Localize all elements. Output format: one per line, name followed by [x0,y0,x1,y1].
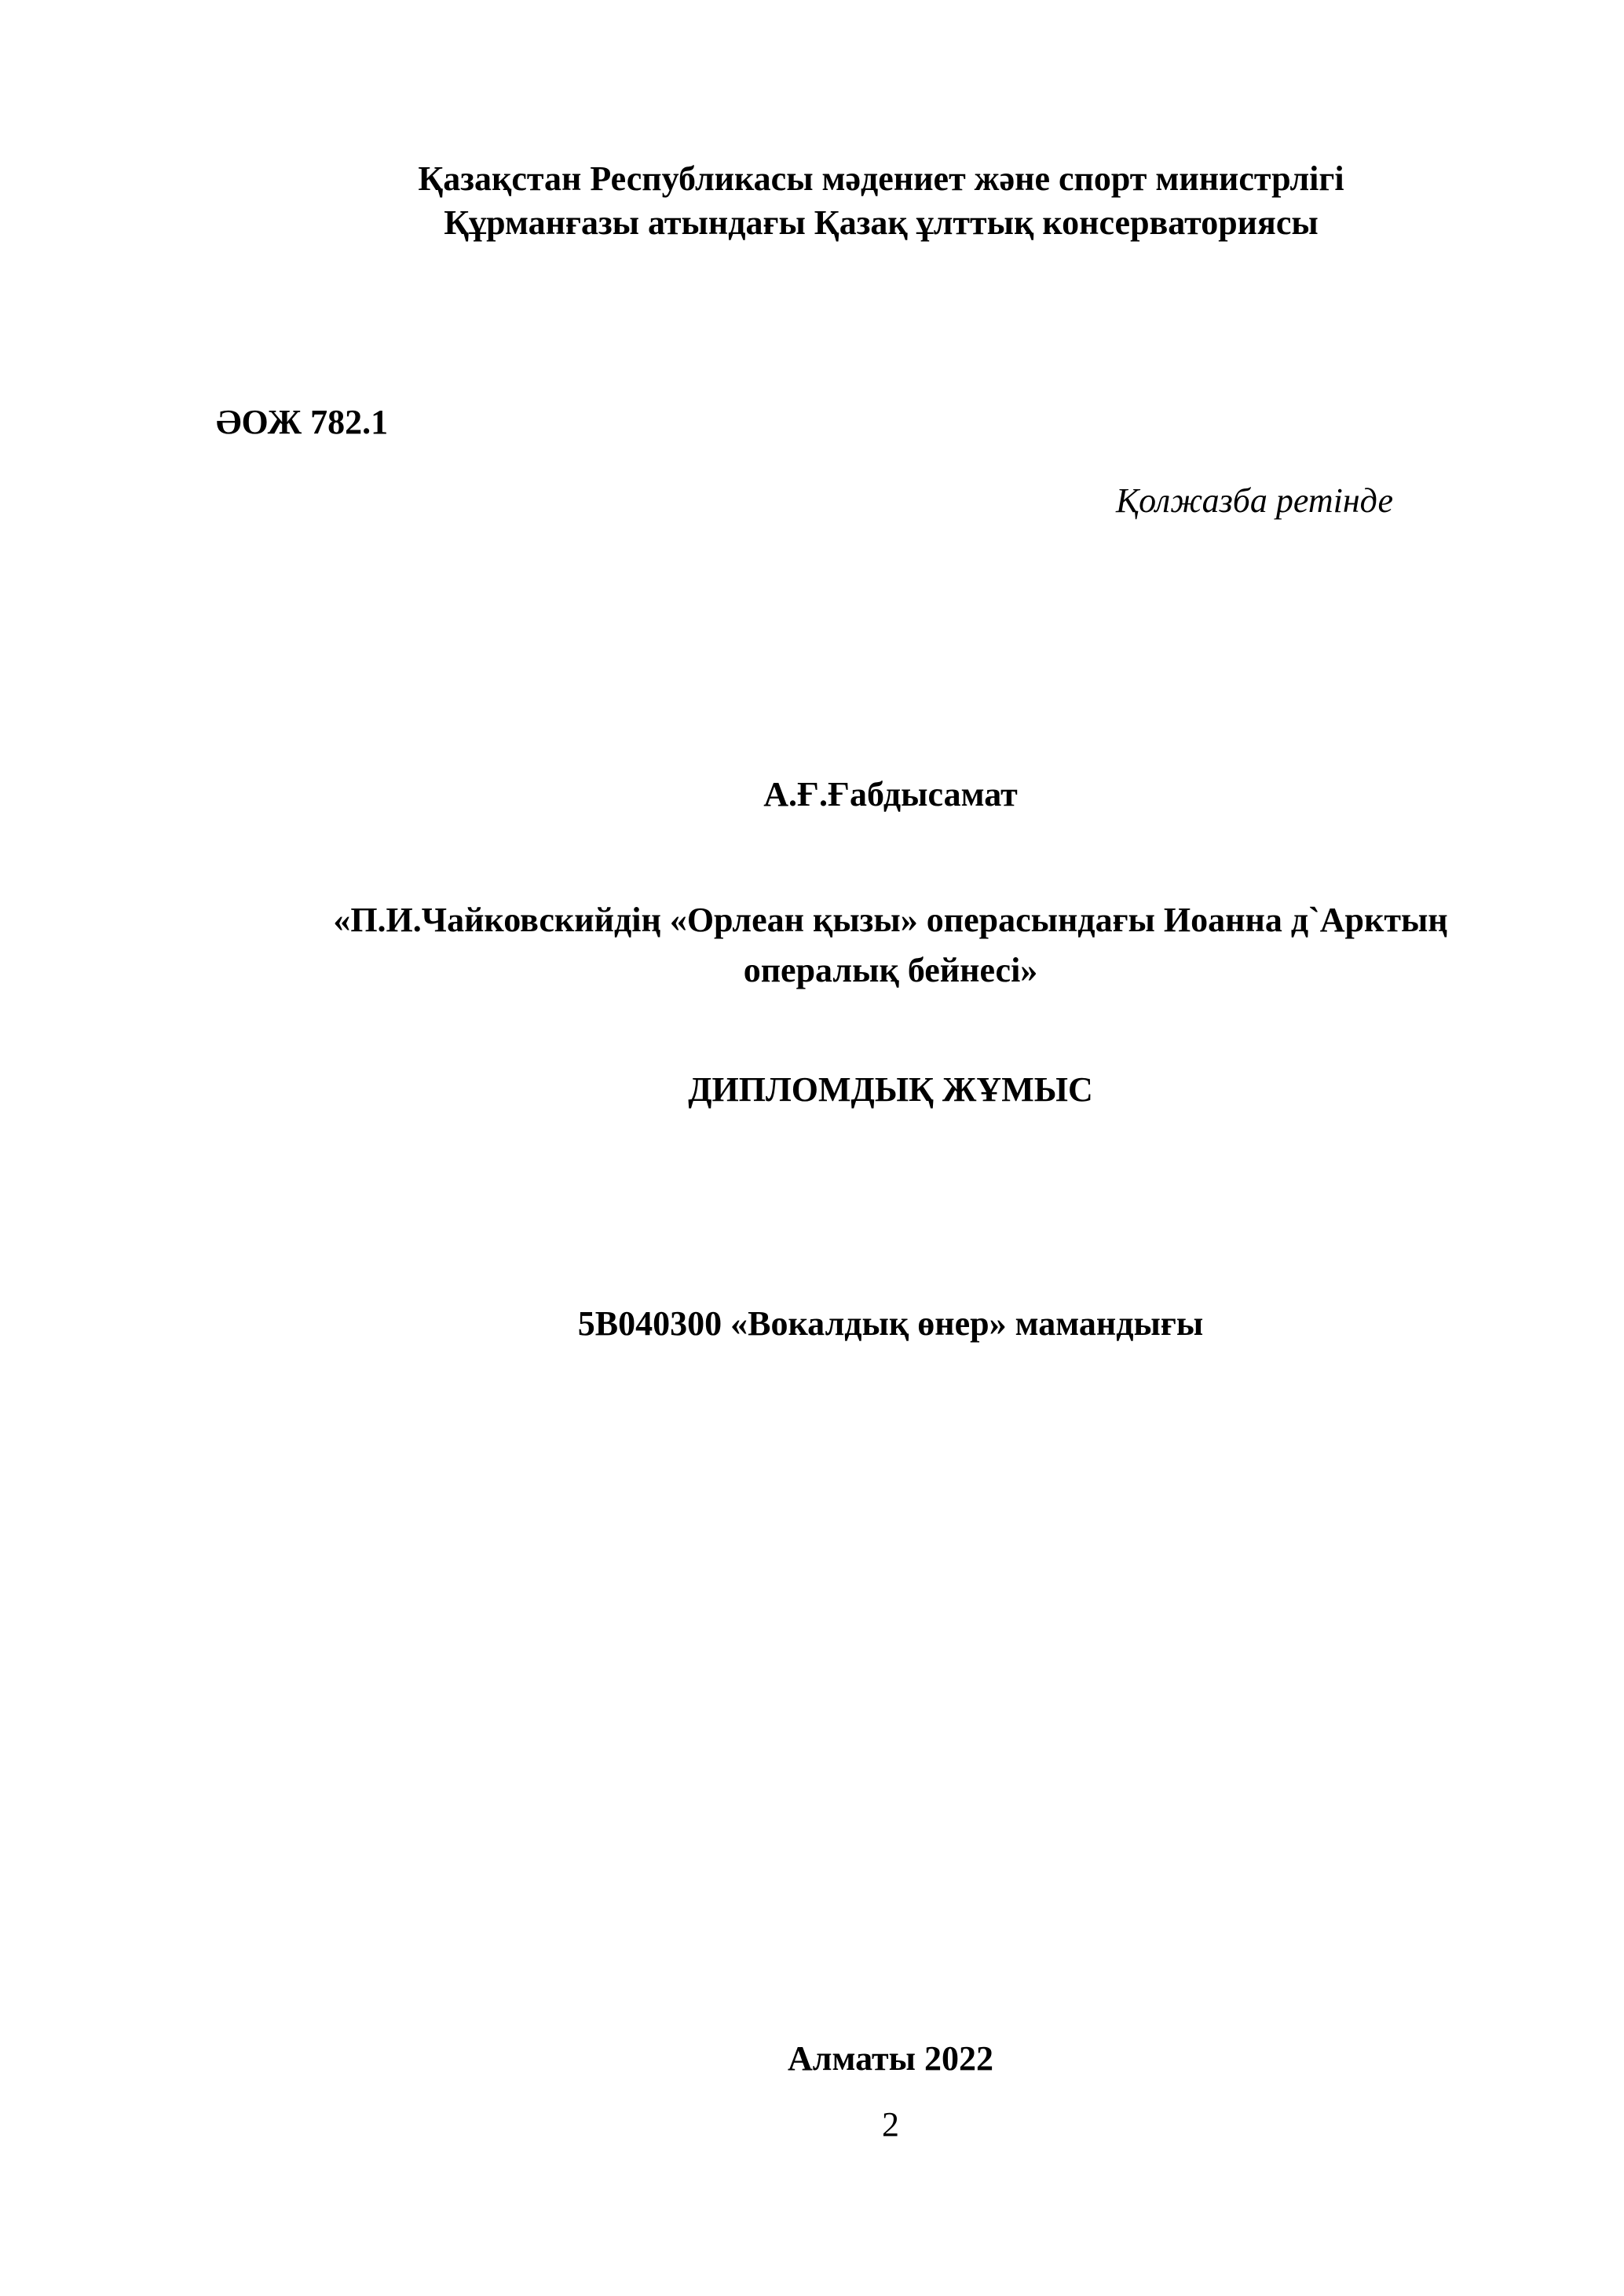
page-number: 2 [882,2105,899,2144]
specialty: 5В040300 «Вокалдық өнер» мамандығы [577,1304,1204,1343]
work-type: ДИПЛОМДЫҚ ЖҰМЫС [688,1070,1093,1109]
author-name: А.Ғ.Ғабдысамат [763,775,1018,813]
thesis-title-line-1: «П.И.Чайковскийдің «Орлеан қызы» операсындағы Иоанна д`Арктың [333,901,1448,939]
udc-code: ӘОЖ 782.1 [216,403,389,441]
conservatory-name: Құрманғазы атындағы Қазақ ұлттық консерваториясы [444,203,1319,242]
manuscript-note: Қолжазба ретінде [1115,481,1393,520]
ministry-name: Қазақстан Республикасы мәдениет және спорт министрлігі [418,159,1344,198]
place-year: Алматы 2022 [788,2039,993,2078]
thesis-title-line-2: опералық бейнесі» [743,951,1038,989]
